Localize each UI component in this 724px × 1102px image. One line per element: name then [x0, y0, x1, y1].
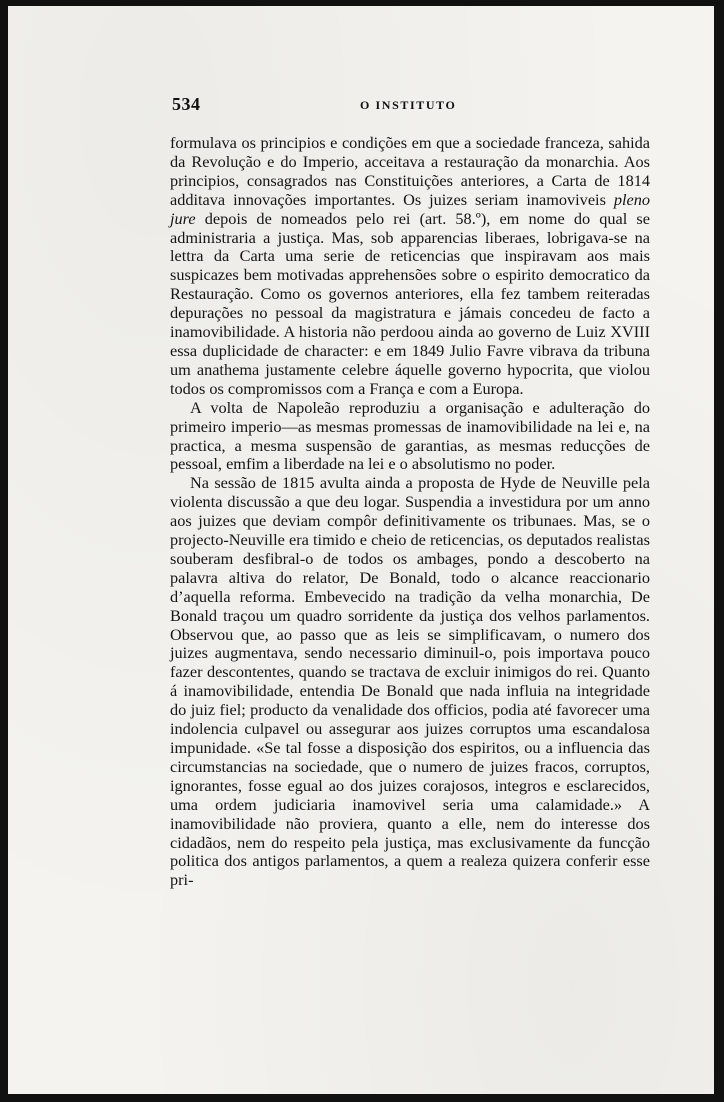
page-number: 534 — [172, 94, 201, 114]
paragraph: Na sessão de 1815 avulta ainda a proposta de Hyde de Neuville pela violenta discussão a que deu logar. Suspendia a investidura por um anno aos juizes que deviam compôr definitivamente os tribunaes. Mas, se o projecto-Neuville era timido e cheio de reticencias, os deputados realistas souberam desfibral-o de todos os ambages, pondo a descoberto na palavra altiva do relator, De Bonald, todo o alcance reaccionario d’aquella reforma. Embevecido na tradição da velha monarchia, De Bonald traçou um quadro sorridente da justiça dos velhos parlamentos. Observou que, ao passo que as leis se simplificavam, o numero dos juizes augmentava, sendo necessario diminuil-o, pois importava pouco fazer descontentes, quando se tractava de excluir inimigos do rei. Quanto á inamovibilidade, entendia De Bonald que nada influia na integridade do juiz fiel; producto da venalidade dos officios, podia até favorecer uma indolencia culpavel ou assegurar aos juizes corruptos uma escandalosa impunidade. «Se tal fosse a disposição dos espiritos, ou a influencia das circumstancias na sociedade, que o numero de juizes fracos, corruptos, ignorantes, fosse egual ao dos juizes corajosos, integros e esclarecidos, uma ordem judiciaria inamovivel seria uma calamidade.» A inamovibilidade não proviera, quanto a elle, nem do interesse dos cidadãos, nem do respeito pela justiça, mas exclusivamente da funcção politica dos antigos parlamentos, a quem a realeza quizera conferir esse pri- — [170, 473, 650, 890]
book-page — [8, 6, 714, 1094]
body-text — [170, 134, 650, 890]
paragraph-text: formulava os principios e condições em que a sociedade franceza, sahida da Revolução e do Imperio, acceitava a restauração da monarchia. Aos principios, consagrados nas Constituições anteriores, a Carta de 1814 additava innovações importantes. Os juizes seriam inamoviveis — [170, 133, 650, 209]
paragraph: A volta de Napoleão reproduziu a organisação e adulteração do primeiro imperio—as mesmas promessas de inamovibilidade na lei e, na practica, a mesma suspensão de garantias, as mesmas reducções de pessoal, emfim a liberdade na lei e o absolutismo no poder. — [170, 397, 650, 474]
running-title: O INSTITUTO — [360, 98, 457, 112]
paragraph — [170, 134, 650, 399]
page-header — [168, 92, 650, 116]
paragraph-text: depois de nomeados pelo rei (art. 58.º), em nome do qual se administraria a justiça. Mas, sob apparencias liberaes, lobrigava-se na lettra da Carta uma serie de reticencias que inspiravam aos mais suspicazes bem motivadas apprehensões sobre o espirito democratico da Restauração. Como os governos anteriores, ella fez tambem reiteradas depurações no pessoal da magistratura e jámais concedeu de facto a inamovibilidade. A historia não perdoou ainda ao governo de Luiz XVIII essa duplicidade de character: e em 1849 Julio Favre vibrava da tribuna um anathema justamente celebre áquelle governo hypocrita, que violou todos os compromissos com a França e com a Europa. — [170, 208, 650, 398]
italic-phrase: pleno jure — [170, 189, 650, 228]
